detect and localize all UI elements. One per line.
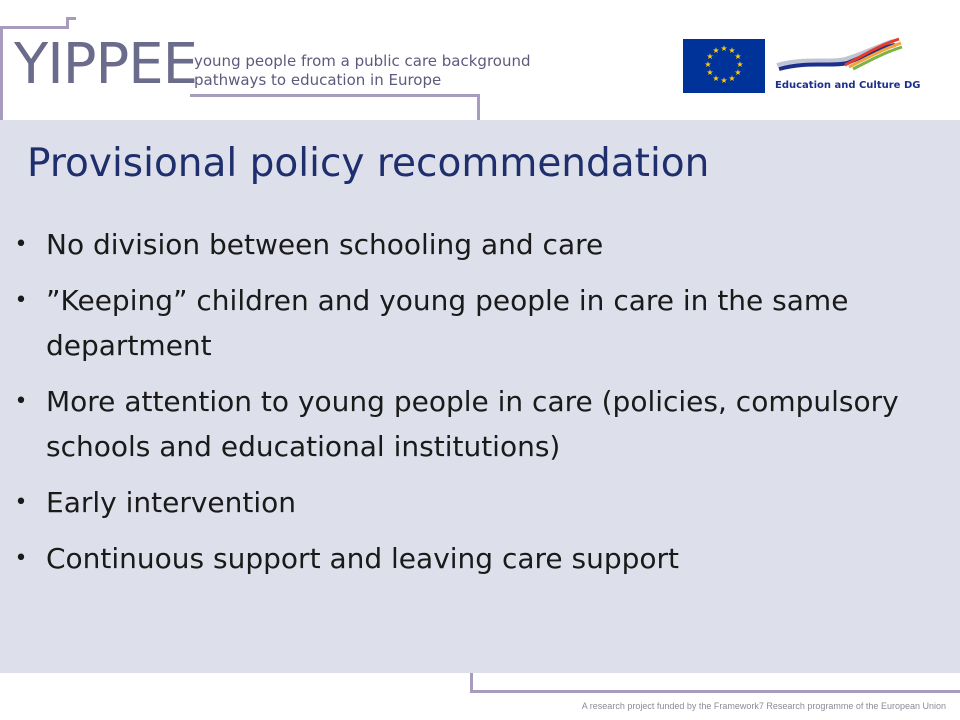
bullet-dot-icon: • xyxy=(14,389,28,414)
bullet-item xyxy=(14,278,924,368)
svg-text:★: ★ xyxy=(712,46,720,55)
svg-text:★: ★ xyxy=(706,68,714,77)
frame-line-logo-drop xyxy=(477,94,480,120)
bullet-item xyxy=(14,480,924,525)
frame-line-under-logo xyxy=(190,94,480,97)
svg-text:★: ★ xyxy=(720,76,728,85)
svg-text:★: ★ xyxy=(706,52,714,61)
svg-text:★: ★ xyxy=(728,74,736,83)
yippee-logo: YIPPEE xyxy=(14,32,198,97)
tagline-line-2: pathways to education in Europe xyxy=(194,71,442,89)
bullet-text: More attention to young people in care (policies, compulsory schools and educational institutions) xyxy=(46,385,899,463)
education-culture-dg-label: Education and Culture DG xyxy=(775,80,921,91)
bullet-item xyxy=(14,536,924,581)
bullet-dot-icon: • xyxy=(14,232,28,257)
svg-text:★: ★ xyxy=(736,60,744,69)
tagline-line-1: young people from a public care background xyxy=(194,52,531,70)
svg-text:★: ★ xyxy=(728,46,736,55)
slide-title: Provisional policy recommendation xyxy=(27,141,710,186)
footer-funding-note: A research project funded by the Framework7 Research programme of the European Union xyxy=(581,701,946,711)
svg-text:★: ★ xyxy=(712,74,720,83)
bullet-item xyxy=(14,379,924,469)
bullet-text: Early intervention xyxy=(46,486,297,519)
bullet-dot-icon: • xyxy=(14,490,28,515)
bullet-text: No division between schooling and care xyxy=(46,228,604,261)
frame-line-top-left xyxy=(0,26,66,29)
frame-line-bottom xyxy=(470,690,960,693)
svg-text:★: ★ xyxy=(734,68,742,77)
bullet-list xyxy=(14,222,924,592)
bullet-dot-icon: • xyxy=(14,288,28,313)
svg-text:★: ★ xyxy=(704,60,712,69)
svg-text:★: ★ xyxy=(720,44,728,53)
bullet-dot-icon: • xyxy=(14,546,28,571)
frame-line-left-vertical xyxy=(0,26,3,120)
eu-stars-ring xyxy=(683,39,765,93)
bullet-item xyxy=(14,222,924,267)
eu-flag-icon xyxy=(683,39,765,93)
frame-line-top-stub-h xyxy=(66,17,76,20)
svg-text:★: ★ xyxy=(734,52,742,61)
project-tagline xyxy=(194,52,531,90)
bullet-text: Continuous support and leaving care support xyxy=(46,542,680,575)
bullet-text: ”Keeping” children and young people in care in the same department xyxy=(46,284,849,362)
